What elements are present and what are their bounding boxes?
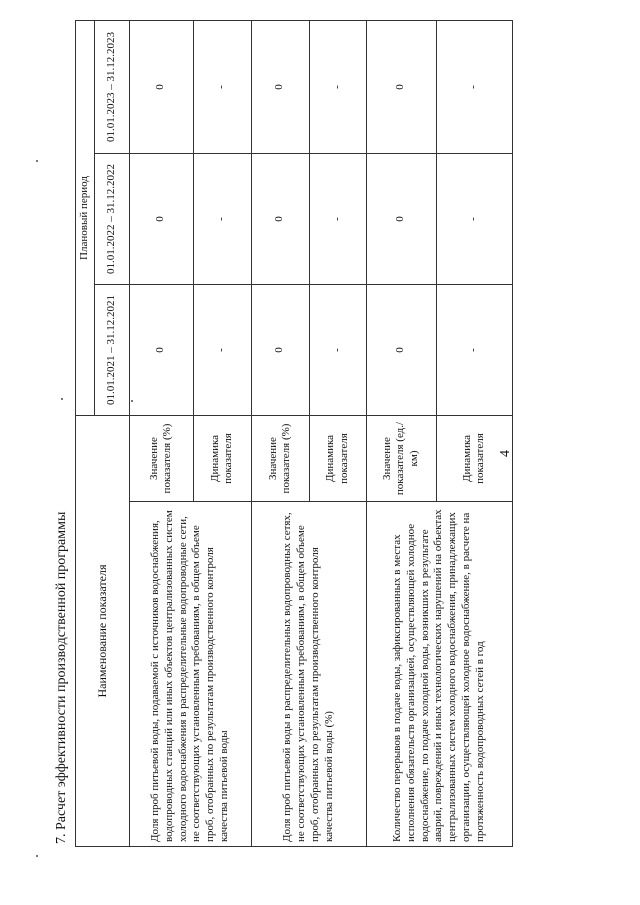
scan-speck — [61, 398, 63, 400]
dynamics-cell: - — [436, 154, 512, 285]
value-cell: 0 — [366, 285, 436, 416]
value-cell: 0 — [366, 21, 436, 154]
value-label: Значение показателя (%) — [129, 416, 193, 502]
value-cell: 0 — [251, 21, 309, 154]
header-period-2021: 01.01.2021 – 31.12.2021 — [94, 285, 129, 416]
table-row — [129, 21, 193, 847]
rotated-page — [48, 15, 594, 885]
dynamics-cell: - — [309, 154, 366, 285]
header-period-2022: 01.01.2022 – 31.12.2022 — [94, 154, 129, 285]
header-period-2023: 01.01.2023 – 31.12.2023 — [94, 21, 129, 154]
indicator-name: Доля проб питьевой воды в распределительных водопроводных сетях, не соответствующих установленным требованиям, в общем объеме проб, отобранных по результатам производственного контроля качества питьевой воды (%) — [251, 502, 366, 847]
dynamics-cell: - — [193, 154, 251, 285]
scan-speck — [131, 400, 133, 402]
value-cell: 0 — [251, 154, 309, 285]
indicator-name: Доля проб питьевой воды, подаваемой с источников водоснабжения, водопроводных станций или иных объектов централизованных систем холодного водоснабжения в распределительные водопроводные сети, не соответствующих установленным требованиям, в общем объеме проб, отобранных по результатам производственного контроля качества питьевой воды — [129, 502, 251, 847]
dynamics-cell: - — [436, 21, 512, 154]
efficiency-table — [75, 20, 513, 847]
dynamics-cell: - — [193, 285, 251, 416]
dynamics-label: Динамика показателя — [193, 416, 251, 502]
header-name: Наименование показателя — [76, 416, 130, 847]
header-plan-period: Плановый период — [76, 21, 95, 416]
dynamics-label: Динамика показателя — [309, 416, 366, 502]
value-cell: 0 — [129, 285, 193, 416]
value-cell: 0 — [251, 285, 309, 416]
table-row — [251, 21, 309, 847]
indicator-name: Количество перерывов в подаче воды, зафиксированных в местах исполнения обязательств организацией, осуществляющей холодное водоснабжение, по подаче холодной воды, возникших в результате аварий, повреждений и иных технологических нарушений на объектах централизованных систем холодного водоснабжения, принадлежащих организации, осуществляющей холодное водоснабжение, в расчете на протяженность водопроводных сетей в год — [366, 502, 512, 847]
value-label: Значение показателя (ед./км) — [366, 416, 436, 502]
value-cell: 0 — [129, 21, 193, 154]
page-number: 4 — [498, 450, 513, 457]
dynamics-cell: - — [309, 285, 366, 416]
section-title: 7. Расчет эффективности производственной программы — [54, 511, 69, 844]
dynamics-cell: - — [436, 285, 512, 416]
dynamics-label: Динамика показателя — [436, 416, 512, 502]
value-cell: 0 — [366, 154, 436, 285]
dynamics-cell: - — [193, 21, 251, 154]
value-cell: 0 — [129, 154, 193, 285]
scan-speck — [36, 855, 38, 857]
table-row — [366, 21, 436, 847]
value-label: Значение показателя (%) — [251, 416, 309, 502]
scan-speck — [36, 160, 38, 162]
dynamics-cell: - — [309, 21, 366, 154]
